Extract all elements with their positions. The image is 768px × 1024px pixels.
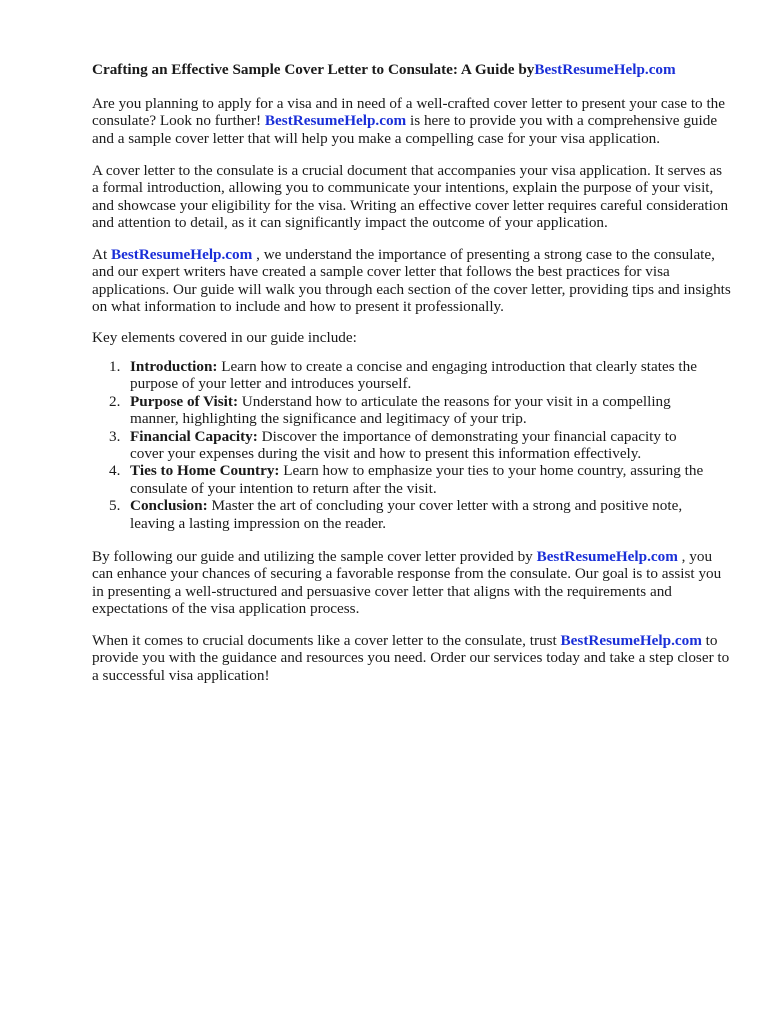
title-text: Crafting an Effective Sample Cover Letter to Consulate: A Guide by [92, 61, 535, 78]
p1-after: is here to provide you with a comprehensive guide and a sample cover letter that will help you make a compelling case for your visa application. [92, 112, 718, 147]
list-number: 1. [109, 358, 121, 375]
p3-after: , we understand the importance of presenting a strong case to the consulate, and our expert writers have created a sample cover letter that follows the best practices for visa applications. Our guide will walk you through each section of the cover letter, providing tips and insights on what information to include and how to present it professionally. [92, 246, 731, 316]
title-link[interactable]: BestResumeHelp.com [534, 61, 676, 78]
list-desc: Discover the importance of demonstrating your financial capacity to cover your expenses during the visit and how to present this information effectively. [130, 427, 677, 463]
list-desc: Learn how to create a concise and engaging introduction that clearly states the purpose of your letter and introduces yourself. [130, 358, 697, 393]
p3-before: At [92, 246, 111, 263]
key-elements-intro: Key elements covered in our guide include: [92, 329, 357, 346]
list-number: 2. [109, 392, 121, 410]
list-term: Financial Capacity: [130, 427, 258, 445]
p5-after: , you can enhance your chances of securing a favorable response from the consulate. Our goal is to assist you in presenting a well-structured and persuasive cover letter that aligns with the requirements and expectations of the visa application process. [92, 548, 722, 618]
p1-link[interactable]: BestResumeHelp.com [264, 112, 407, 130]
intro-paragraph [92, 95, 732, 147]
list-item [92, 497, 712, 532]
list-term: Ties to Home Country: [130, 462, 280, 480]
list-desc: Master the art of concluding your cover letter with a strong and positive note, leaving a lasting impression on the reader. [130, 497, 683, 532]
list-item [92, 428, 712, 463]
list-term: Conclusion: [130, 497, 208, 515]
list-number: 4. [109, 462, 121, 480]
key-elements-list [92, 358, 712, 532]
list-desc: Learn how to emphasize your ties to your home country, assuring the consulate of your intention to return after the visit. [130, 462, 704, 497]
p3-link[interactable]: BestResumeHelp.com [110, 246, 253, 263]
p5-before: By following our guide and utilizing the sample cover letter provided by [92, 548, 537, 565]
benefits-paragraph [92, 548, 732, 618]
list-item [92, 358, 712, 393]
closing-paragraph [92, 632, 732, 684]
list-desc: Understand how to articulate the reasons for your visit in a compelling manner, highlighting the significance and legitimacy of your trip. [130, 392, 671, 428]
list-number: 5. [109, 497, 121, 515]
p6-link[interactable]: BestResumeHelp.com [560, 632, 702, 649]
list-number: 3. [109, 427, 121, 445]
p6-after: to provide you with the guidance and resources you need. Order our services today and take a step closer to a successful visa application! [92, 632, 730, 684]
document-title [92, 61, 732, 78]
company-paragraph [92, 246, 732, 316]
p1-before: Are you planning to apply for a visa and in need of a well-crafted cover letter to present your case to the consulate? Look no further! [92, 95, 725, 130]
list-term: Purpose of Visit: [130, 392, 238, 410]
cover-letter-paragraph: A cover letter to the consulate is a crucial document that accompanies your visa application. It serves as a formal introduction, allowing you to communicate your intentions, explain the purpose of your visit, and showcase your eligibility for the visa. Writing an effective cover letter requires careful consideration and attention to detail, as it can significantly impact the outcome of your application. [92, 162, 729, 232]
list-item [92, 393, 712, 428]
list-term: Introduction: [130, 358, 218, 375]
list-item [92, 462, 712, 497]
p5-link[interactable]: BestResumeHelp.com [536, 548, 678, 565]
p6-before: When it comes to crucial documents like a cover letter to the consulate, trust [92, 632, 561, 649]
